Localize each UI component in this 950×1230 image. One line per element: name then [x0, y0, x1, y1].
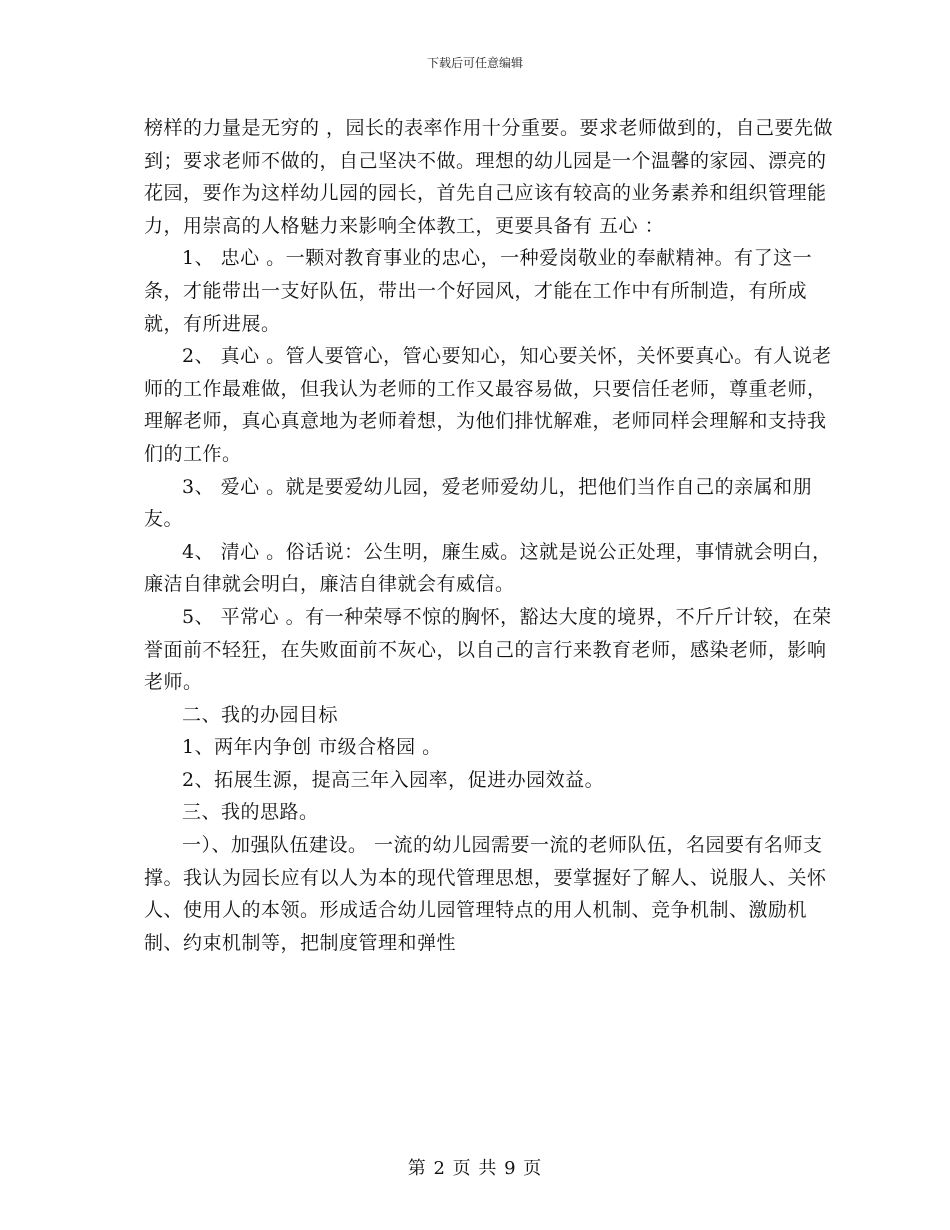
section-heading-goals: 二、我的办园目标: [182, 703, 339, 726]
section-heading-ideas: 三、我的思路。: [182, 801, 319, 824]
goal-item-1: 1、两年内争创 市级合格园 。: [182, 736, 442, 759]
goal-item-2: 2、拓展生源，提高三年入园率，促进办园效益。: [182, 768, 605, 791]
paragraph-sincerity: 2、 真心 。管人要管心，管心要知心，知心要关怀，关怀要真心。有人说老师的工作最难做，但我认为老师的工作又最容易做，只要信任老师，尊重老师，理解老师，真心真意地为老师着想，为他们排忧解难，老师同样会理解和支持我们的工作。: [144, 345, 832, 465]
paragraph-love: 3、 爱心 。就是要爱幼儿园，爱老师爱幼儿，把他们当作自己的亲属和朋友。: [144, 475, 813, 531]
paragraph-integrity: 4、 清心 。俗话说：公生明，廉生威。这就是说公正处理，事情就会明白，廉洁自律就会明白，廉洁自律就会有威信。: [144, 540, 832, 596]
paragraph-role-model: 榜样的力量是无穷的 ，园长的表率作用十分重要。要求老师做到的，自己要先做到；要求老师不做的，自己坚决不做。理想的幼儿园是一个温馨的家园、漂亮的花园，要作为这样幼儿园的园长，首先自己应该有较高的业务素养和组织管理能力，用崇高的人格魅力来影响全体教工，更要具备有 五心 ：: [144, 117, 834, 237]
document-body: [144, 112, 834, 959]
paragraph-loyalty: 1、 忠心 。一颗对教育事业的忠心，一种爱岗敬业的奉献精神。有了这一条，才能带出一支好队伍，带出一个好园风，才能在工作中有所制造，有所成就，有所进展。: [144, 247, 813, 335]
page-footer: 第 2 页 共 9 页: [407, 1158, 543, 1179]
paragraph-equanimity: 5、 平常心 。有一种荣辱不惊的胸怀，豁达大度的境界，不斤斤计较，在荣誉面前不轻狂，在失败面前不灰心，以自己的言行来教育老师，感染老师，影响老师。: [144, 605, 832, 694]
page-header: 下载后可任意编辑: [426, 56, 523, 70]
paragraph-team-building: 一）、加强队伍建设。 一流的幼儿园需要一流的老师队伍，名园要有名师支撑。我认为园长应有以人为本的现代管理思想，要掌握好了解人、说服人、关怀人、使用人的本领。形成适合幼儿园管理特点的用人机制、竞争机制、激励机制、约束机制等，把制度管理和弹性: [144, 834, 827, 954]
